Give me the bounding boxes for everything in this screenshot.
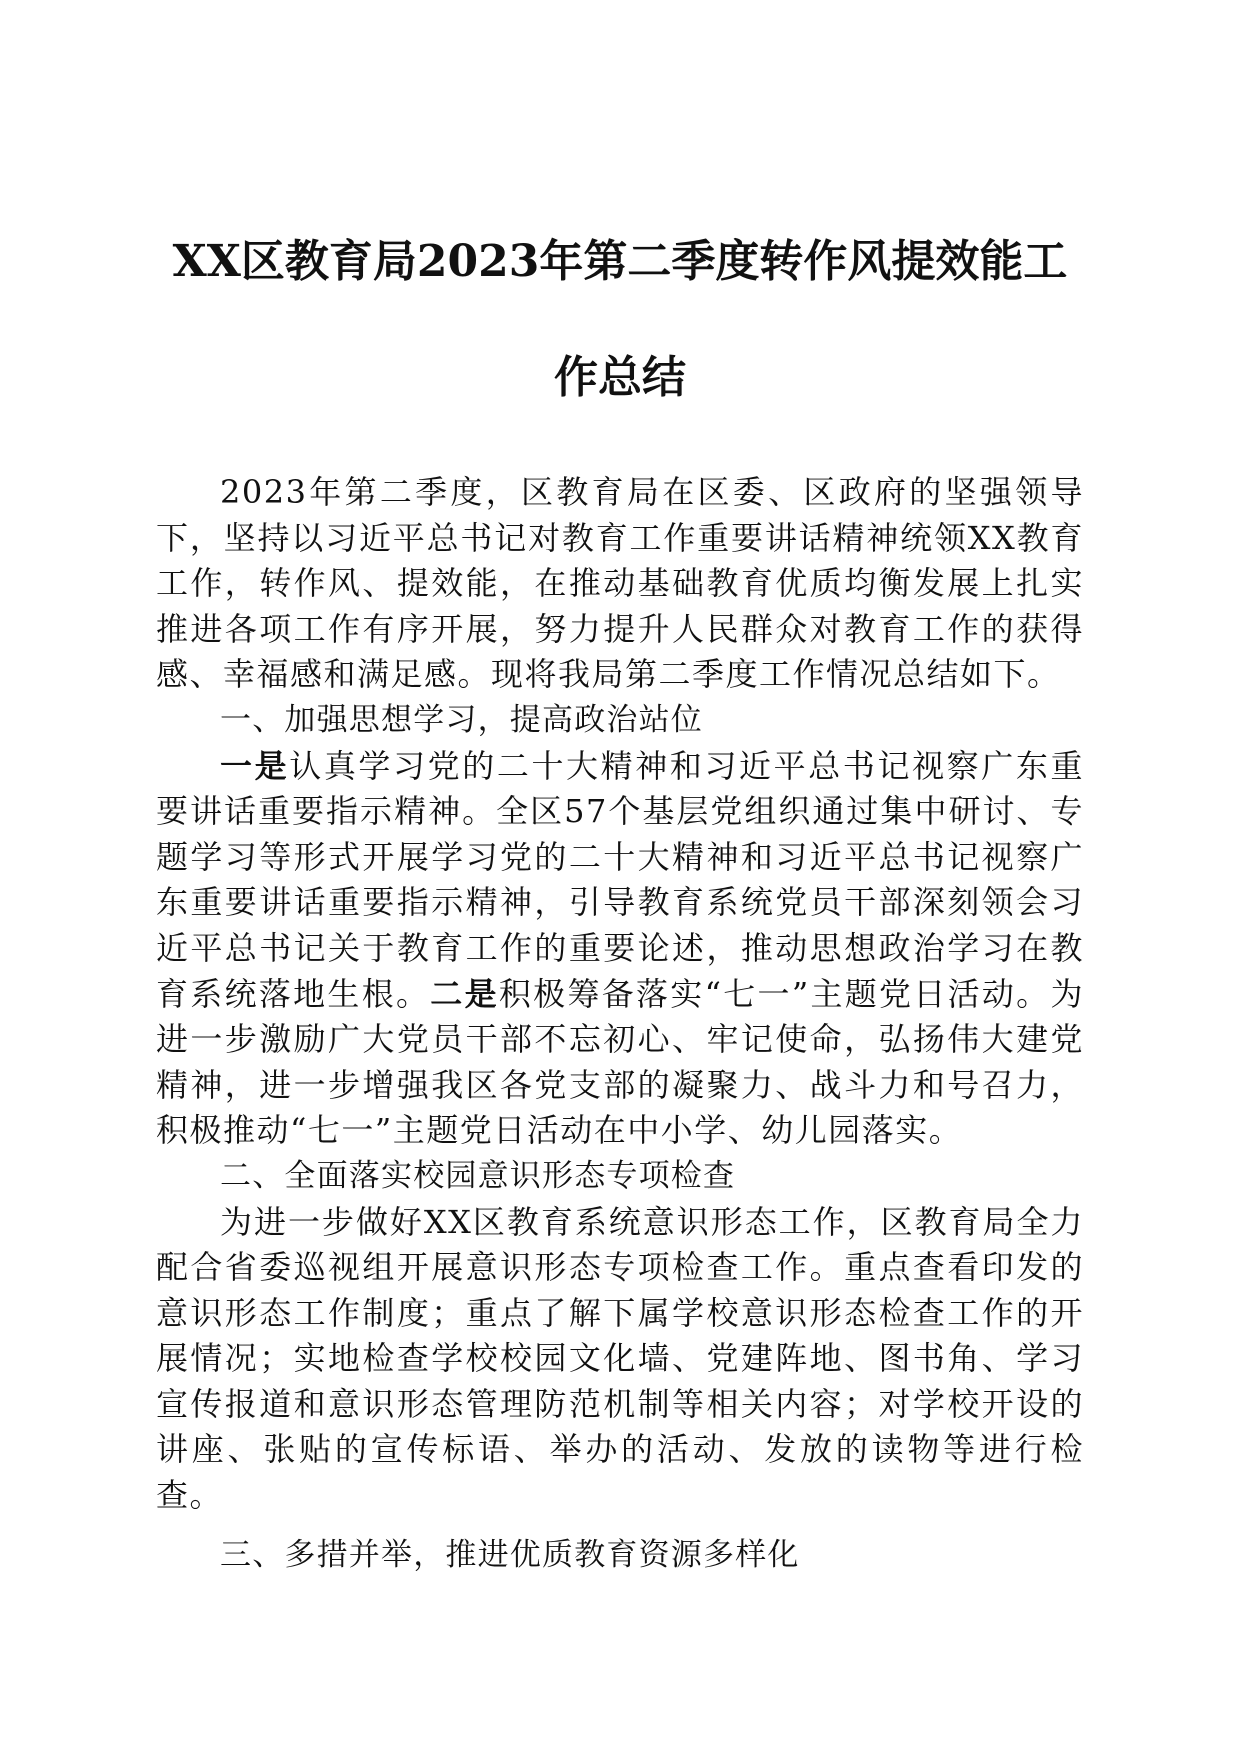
section-1-paragraph bbox=[156, 744, 1084, 1154]
lead-phrase-first: 一是 bbox=[220, 746, 290, 785]
intro-paragraph: 2023年第二季度，区教育局在区委、区政府的坚强领导下，坚持以习近平总书记对教育工作重要讲话精神统领XX教育工作，转作风、提效能，在推动基础教育优质均衡发展上扎实推进各项工作有序开展，努力提升人民群众对教育工作的获得感、幸福感和满足感。现将我局第二季度工作情况总结如下。 bbox=[156, 473, 1084, 694]
section-1-text-1: 认真学习党的二十大精神和习近平总书记视察广东重要讲话重要指示精神。全区57个基层党组织通过集中研讨、专题学习等形式开展学习党的二十大精神和习近平总书记视察广东重要讲话重要指示精神，引导教育系统党员干部深刻领会习近平总书记关于教育工作的重要论述，推动思想政治学习在教育系统落地生根。 bbox=[156, 746, 1084, 1013]
section-3-heading: 三、多措并举，推进优质教育资源多样化 bbox=[220, 1536, 800, 1573]
lead-phrase-second: 二是 bbox=[430, 974, 499, 1013]
section-gap bbox=[156, 1519, 1084, 1533]
section-2-paragraph: 为进一步做好XX区教育系统意识形态工作，区教育局全力配合省委巡视组开展意识形态专项检查工作。重点查看印发的意识形态工作制度；重点了解下属学校意识形态检查工作的开展情况；实地检查学校校园文化墙、党建阵地、图书角、学习宣传报道和意识形态管理防范机制等相关内容；对学校开设的讲座、张贴的宣传标语、举办的活动、发放的读物等进行检查。 bbox=[156, 1202, 1084, 1515]
section-2-heading: 二、全面落实校园意识形态专项检查 bbox=[220, 1157, 736, 1194]
document-title-line-2: 作总结 bbox=[554, 352, 686, 403]
document-title-line-1: XX区教育局2023年第二季度转作风提效能工 bbox=[172, 236, 1068, 287]
document-body bbox=[156, 470, 1084, 1578]
section-1-heading: 一、加强思想学习，提高政治站位 bbox=[220, 701, 703, 738]
section-1-text-2: 积极筹备落实“七一”主题党日活动。为进一步激励广大党员干部不忘初心、牢记使命，弘扬伟大建党精神，进一步增强我区各党支部的凝聚力、战斗力和号召力，积极推动“七一”主题党日活动在中小学、幼儿园落实。 bbox=[156, 974, 1084, 1150]
